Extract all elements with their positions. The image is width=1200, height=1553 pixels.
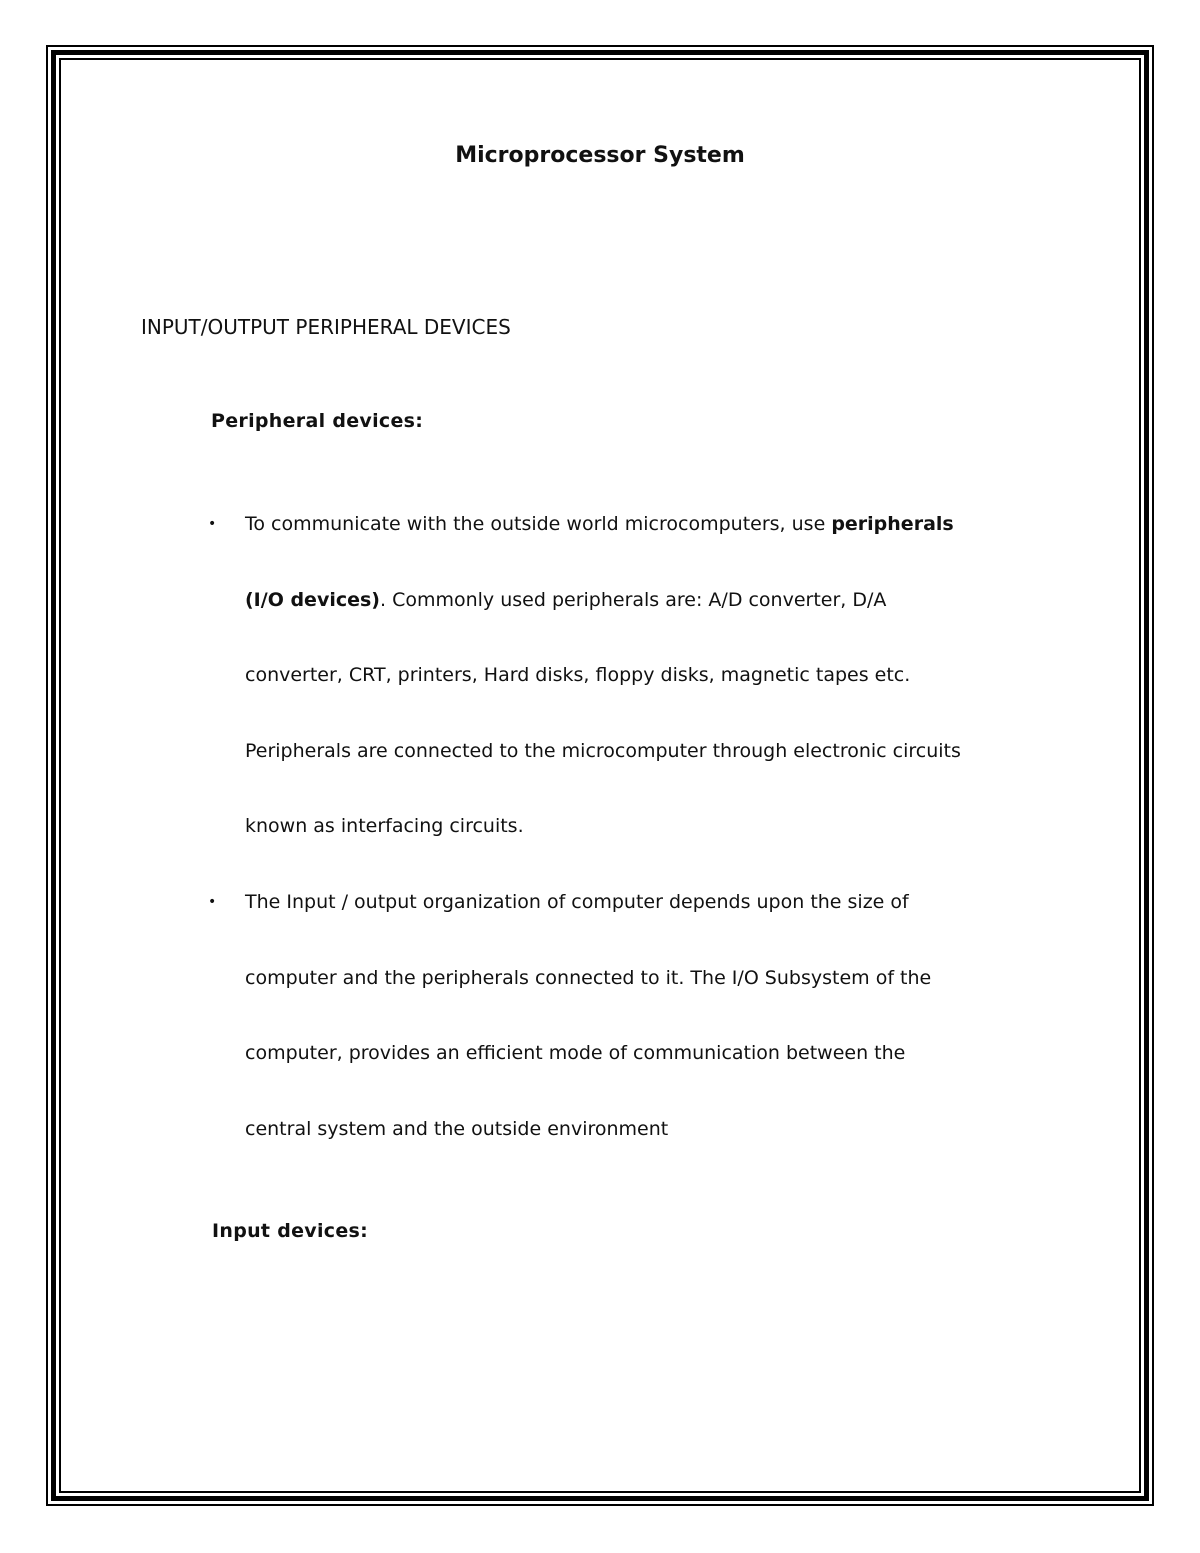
bullet-marker: • <box>208 516 217 532</box>
paragraph-line <box>245 941 1078 1017</box>
paragraph-line <box>245 714 1078 790</box>
line-text: . Commonly used peripherals are: A/D converter, D/A <box>380 588 887 611</box>
bullet-list-1 <box>208 509 1078 865</box>
paragraph-line <box>245 789 1078 865</box>
bold-text: peripherals <box>831 513 954 535</box>
line-text: central system and the outside environment <box>245 1117 669 1140</box>
list-item <box>208 865 1078 1167</box>
peripheral-devices-heading: Peripheral devices: <box>211 410 424 432</box>
paragraph-line <box>245 638 1078 714</box>
paragraph-line <box>245 1016 1078 1092</box>
line-text: known as interfacing circuits. <box>245 815 524 837</box>
paragraph-line <box>245 865 1078 941</box>
line-text: Peripherals are connected to the microcomputer through electronic circuits <box>245 739 961 762</box>
input-devices-heading: Input devices: <box>212 1220 369 1242</box>
list-item <box>208 487 1078 865</box>
line-text: converter, CRT, printers, Hard disks, floppy disks, magnetic tapes etc. <box>245 664 911 686</box>
bullet-list-2 <box>208 887 1078 1167</box>
bold-text: (I/O devices) <box>245 588 380 611</box>
section-heading: INPUT/OUTPUT PERIPHERAL DEVICES <box>141 315 511 339</box>
paragraph-line <box>245 563 1078 639</box>
line-text: computer and the peripherals connected to it. The I/O Subsystem of the <box>245 966 932 989</box>
line-text: computer, provides an efficient mode of communication between the <box>245 1042 906 1064</box>
line-text: The Input / output organization of computer depends upon the size of <box>245 891 909 913</box>
line-text: To communicate with the outside world microcomputers, use <box>245 513 832 535</box>
paragraph-line <box>245 487 1078 563</box>
paragraph-line <box>245 1092 1078 1168</box>
document-title: Microprocessor System <box>455 143 745 168</box>
bullet-marker: • <box>208 894 217 910</box>
